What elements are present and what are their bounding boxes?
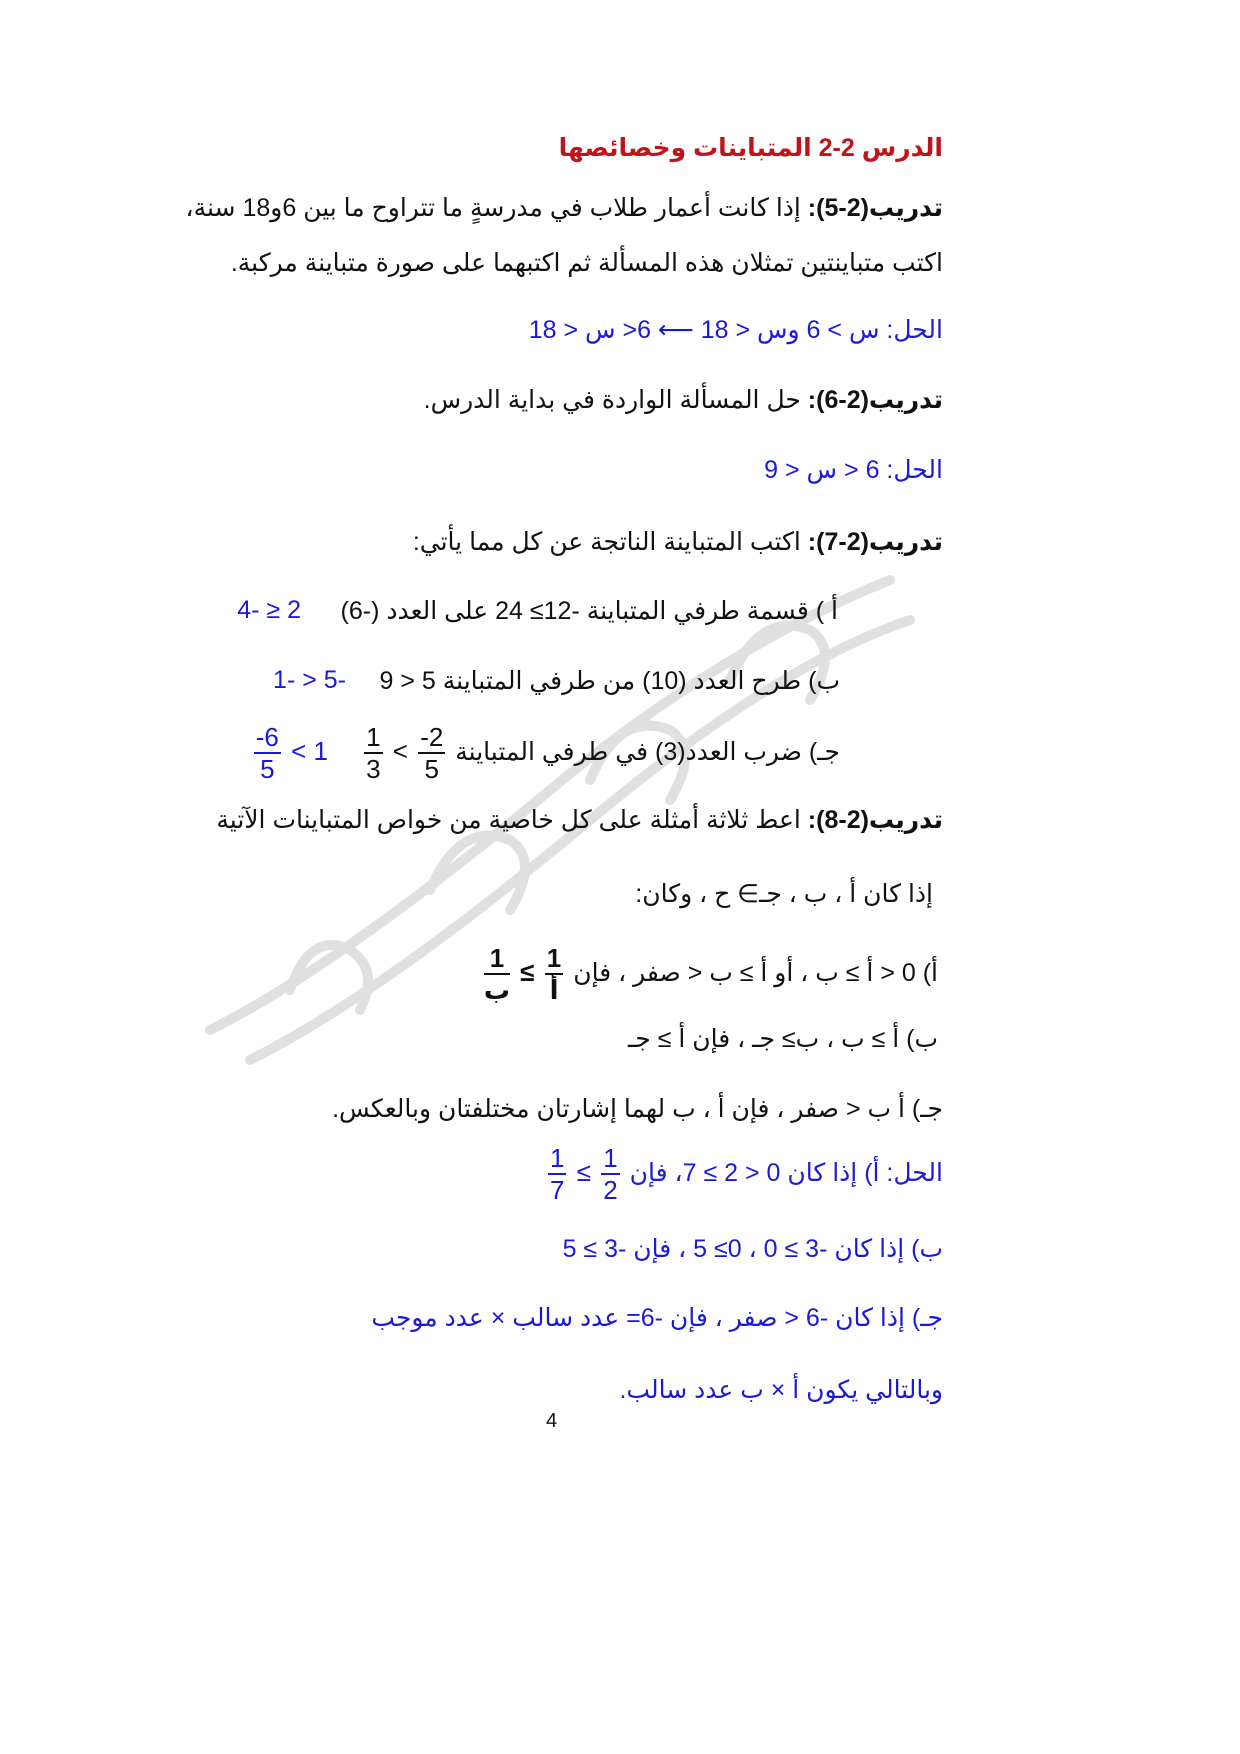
exercise-2-6-solution: الحل: 6 < س < 9 <box>764 456 943 484</box>
property-b: ب) أ ≥ ب ، ب≥ جـ ، فإن أ ≥ جـ <box>627 1025 938 1053</box>
solution-a-text: الحل: أ) إذا كان 0 < 2 ≥ 7، فإن <box>629 1158 943 1187</box>
exercise-2-7-c <box>361 724 840 782</box>
fraction: $\frac{1}{\text{ب}}$ <box>483 943 511 1005</box>
exercise-2-8-label: تدريب(2-8): <box>807 806 943 834</box>
fraction: $\frac{1}{7}$ <box>550 1143 565 1205</box>
exercise-2-7-c-text: جـ) ضرب العدد(3) في طرفي المتباينة <box>455 737 840 766</box>
fraction: $\frac{-2}{5}$ <box>420 722 444 784</box>
exercise-2-7-b-answer: -5 < -1 <box>273 666 346 694</box>
exercise-2-5-line1 <box>186 193 943 223</box>
exercise-2-7-text: اكتب المتباينة الناتجة عن كل مما يأتي: <box>412 528 808 556</box>
property-a-inequality: $\frac{1}{\text{ب}}$ ≤ $\frac{1}{\text{أ}}$ <box>483 943 562 1005</box>
lesson-title: الدرس 2-2 المتباينات وخصائصها <box>558 134 943 162</box>
property-intro: إذا كان أ ، ب ، جـ∋ ح ، وكان: <box>635 880 933 908</box>
exercise-2-5-line2: اكتب متباينتين تمثلان هذه المسألة ثم اكتبهما على صورة متباينة مركبة. <box>230 249 943 277</box>
exercise-2-6-label: تدريب(2-6): <box>807 386 943 414</box>
exercise-2-8-solution-c1: جـ) إذا كان -6 < صفر ، فإن -6= عدد سالب × عدد موجب <box>371 1304 943 1332</box>
exercise-2-6-text: حل المسألة الواردة في بداية الدرس. <box>423 386 808 414</box>
exercise-2-7-c-answer: $\frac{-6}{5}$ < 1 <box>255 722 328 784</box>
property-a <box>481 945 938 1003</box>
exercise-2-7-a-answer: 2 ≤ -4 <box>237 596 301 624</box>
property-c: جـ) أ ب < صفر ، فإن أ ، ب لهما إشارتان مختلفتان وبالعكس. <box>332 1095 943 1123</box>
exercise-2-8-solution-a <box>545 1145 943 1203</box>
exercise-2-7-c-inequality: $\frac{1}{3}$ < $\frac{-2}{5}$ <box>366 722 444 784</box>
fraction: $\frac{1}{3}$ <box>366 722 381 784</box>
exercise-2-7-line <box>413 527 943 557</box>
fraction: $\frac{1}{2}$ <box>603 1143 618 1205</box>
page-number: 4 <box>546 1410 558 1432</box>
fraction: $\frac{-6}{5}$ <box>255 722 279 784</box>
exercise-2-6-line <box>424 385 943 415</box>
exercise-2-5-solution: الحل: س > 6 وس < 18 ⟵ 6< س < 18 <box>528 316 943 344</box>
exercise-2-8-solution-c2: وبالتالي يكون أ × ب عدد سالب. <box>619 1376 943 1404</box>
exercise-2-8-text: اعط ثلاثة أمثلة على كل خاصية من خواص المتباينات الآتية <box>216 806 808 834</box>
exercise-2-8-line <box>216 805 943 835</box>
solution-a-inequality: $\frac{1}{7}$ ≤ $\frac{1}{2}$ <box>550 1143 618 1205</box>
exercise-2-7-a: أ ) قسمة طرفي المتباينة -12≥ 24 على العدد (-6) <box>340 597 838 625</box>
exercise-2-7-label: تدريب(2-7): <box>807 528 943 556</box>
property-a-text: أ) 0 < أ ≥ ب ، أو أ ≥ ب < صفر ، فإن <box>573 958 938 987</box>
exercise-2-8-solution-b: ب) إذا كان -3 ≥ 0 ، 0≥ 5 ، فإن -3 ≥ 5 <box>562 1235 943 1263</box>
exercise-2-5-text1: إذا كانت أعمار طلاب في مدرسةٍ ما تتراوح ما بين 6و18 سنة، <box>185 194 808 222</box>
exercise-2-5-label: تدريب(2-5): <box>807 194 943 222</box>
fraction: $\frac{1}{\text{أ}}$ <box>546 943 562 1005</box>
exercise-2-7-b: ب) طرح العدد (10) من طرفي المتباينة 5 < 9 <box>379 667 840 695</box>
